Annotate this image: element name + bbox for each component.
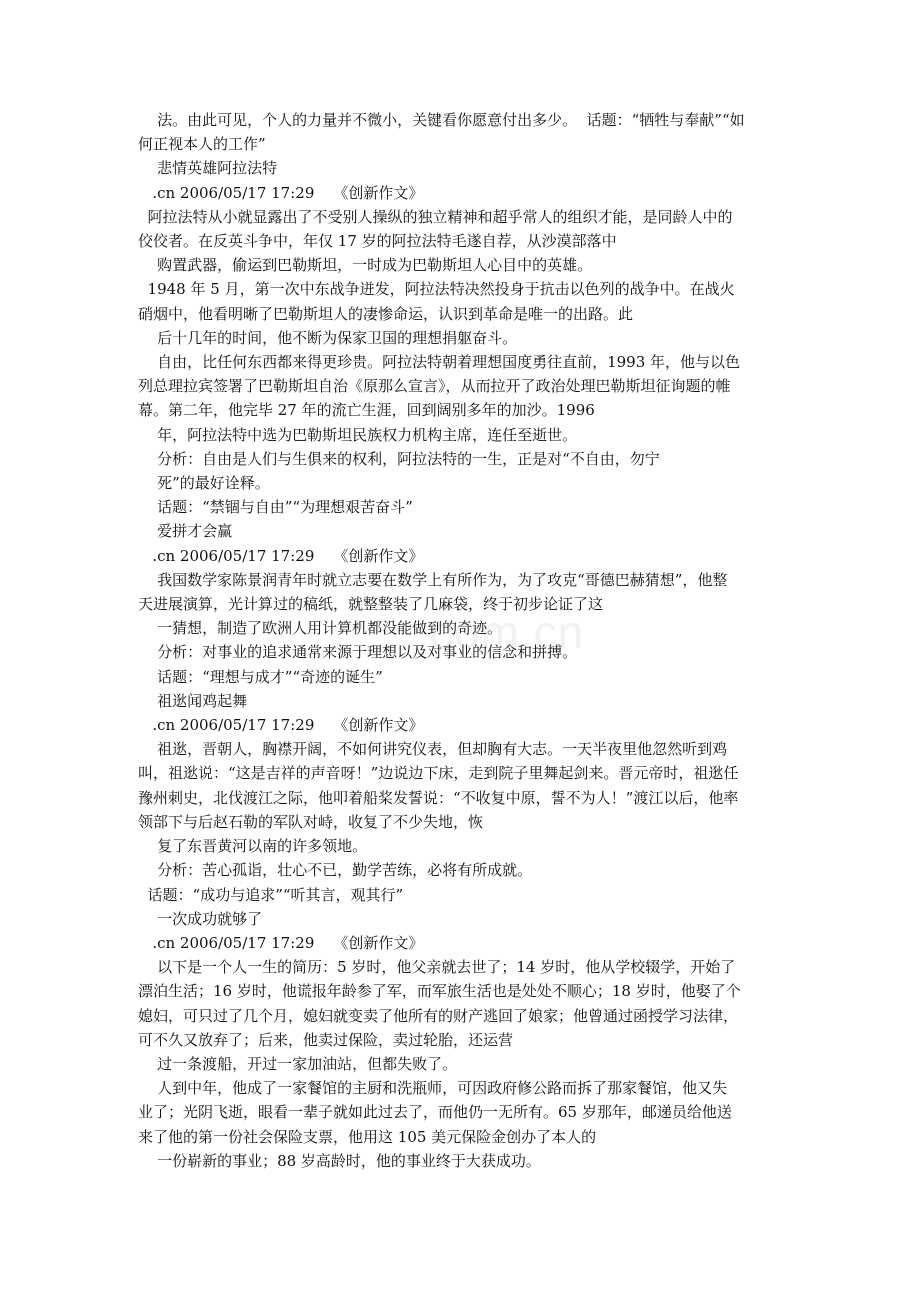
text-line: 年，阿拉法特中选为巴勒斯坦民族权力机构主席，连任至逝世。 <box>138 425 578 444</box>
text-line: 叫，祖逖说：“这是吉祥的声音呀！”边说边下床，走到院子里舞起剑来。晋元帝时，祖逖任 <box>138 764 739 783</box>
text-line: 自由，比任何东西都来得更珍贵。阿拉法特朝着理想国度勇往直前，1993 年，他与以色 <box>138 353 741 372</box>
document-body <box>138 108 790 1173</box>
text-line: .cn 2006/05/17 17:29 《创新作文》 <box>138 546 424 565</box>
watermark: com.cn <box>430 606 585 658</box>
text-line: 悲情英雄阿拉法特 <box>138 159 278 178</box>
text-line: 以下是一个人一生的简历：5 岁时，他父亲就去世了；14 岁时，他从学校辍学，开始了 <box>138 958 736 977</box>
text-line: 复了东晋黄河以南的许多领地。 <box>138 837 368 856</box>
text-line: 来了他的第一份社会保险支票，他用这 105 美元保险金创办了本人的 <box>138 1127 597 1146</box>
text-line: 分析：苦心孤诣，壮心不已，勤学苦练，必将有所成就。 <box>138 861 533 880</box>
text-line: 我国数学家陈景润青年时就立志要在数学上有所作为，为了攻克“哥德巴赫猜想”，他整 <box>138 570 728 589</box>
text-line: 祖逖闻鸡起舞 <box>138 691 248 710</box>
text-line: 爱拼才会赢 <box>138 522 233 541</box>
text-line: 何正视本人的工作” <box>138 135 266 154</box>
text-line: .cn 2006/05/17 17:29 《创新作文》 <box>138 716 424 735</box>
text-line: 分析：对事业的追求通常来源于理想以及对事业的信念和拼搏。 <box>138 643 578 662</box>
text-line: 话题：“成功与追求”“听其言，观其行” <box>138 885 404 904</box>
text-line: 业了；光阴飞逝，眼看一辈子就如此过去了，而他仍一无所有。65 岁那年，邮递员给他送 <box>138 1103 732 1122</box>
text-line: 佼佼者。在反英斗争中，年仅 17 岁的阿拉法特毛遂自荐，从沙漠部落中 <box>138 232 617 251</box>
text-line: 一次成功就够了 <box>138 909 263 928</box>
text-line: 可不久又放弃了；后来，他卖过保险，卖过轮胎，还运营 <box>138 1030 514 1049</box>
text-line: 法。由此可见，个人的力量并不微小，关键看你愿意付出多少。 话题：“牺牲与奉献”“如 <box>138 111 745 129</box>
text-line: 一猜想，制造了欧洲人用计算机都没能做到的奇迹。 <box>138 619 503 638</box>
text-line: 过一条渡船，开过一家加油站，但都失败了。 <box>138 1054 458 1073</box>
text-line: .cn 2006/05/17 17:29 《创新作文》 <box>138 933 424 952</box>
text-line: 阿拉法特从小就显露出了不受别人操纵的独立精神和超乎常人的组织才能，是同龄人中的 <box>138 207 733 226</box>
text-line: 豫州刺史，北伐渡江之际，他叩着船桨发誓说：“不收复中原，誓不为人！”渡江以后，他率 <box>138 788 739 807</box>
text-line: 话题：“禁锢与自由”“为理想艰苦奋斗” <box>138 498 413 517</box>
text-line: 领部下与后赵石勒的军队对峙，收复了不少失地，恢 <box>138 812 484 831</box>
text-line: 一份崭新的事业；88 岁高龄时，他的事业终于大获成功。 <box>138 1151 541 1170</box>
text-line: 分析：自由是人们与生俱来的权利，阿拉法特的一生，正是对“不自由，勿宁 <box>138 449 660 468</box>
text-line: 列总理拉宾签署了巴勒斯坦自治《原那么宣言》，从而拉开了政治处理巴勒斯坦征询题的帷 <box>138 377 731 396</box>
text-line: .cn 2006/05/17 17:29 《创新作文》 <box>138 183 424 202</box>
text-line: 硝烟中，他看明晰了巴勒斯坦人的凄惨命运，认识到革命是唯一的出路。此 <box>138 304 634 323</box>
text-line: 漂泊生活；16 岁时，他谎报年龄参了军，而军旅生活也是处处不顺心；18 岁时，他娶了个 <box>138 982 741 1001</box>
text-line: 祖逖，晋朝人，胸襟开阔，不如何讲究仪表，但却胸有大志。一天半夜里他忽然听到鸡 <box>138 740 728 759</box>
text-line: 1948 年 5 月，第一次中东战争迸发，阿拉法特决然投身于抗击以色列的战争中。在战火 <box>138 280 735 299</box>
text-line: 人到中年，他成了一家餐馆的主厨和洗瓶师，可因政府修公路而拆了那家餐馆，他又失 <box>138 1079 728 1098</box>
text-line: 幕。第二年，他完毕 27 年的流亡生涯，回到阔别多年的加沙。1996 <box>138 401 595 420</box>
text-line: 死”的最好诠释。 <box>138 474 270 493</box>
text-line: 后十几年的时间，他不断为保家卫国的理想捐躯奋斗。 <box>138 328 518 347</box>
text-line: 话题：“理想与成才”“奇迹的诞生” <box>138 667 383 686</box>
text-line: 媳妇，可只过了几个月，媳妇就变卖了他所有的财产逃回了娘家；他曾通过函授学习法律， <box>138 1006 739 1025</box>
text-line: 天进展演算，光计算过的稿纸，就整整装了几麻袋，终于初步论证了这 <box>138 595 604 614</box>
text-line: 购置武器，偷运到巴勒斯坦，一时成为巴勒斯坦人心目中的英雄。 <box>138 256 593 275</box>
